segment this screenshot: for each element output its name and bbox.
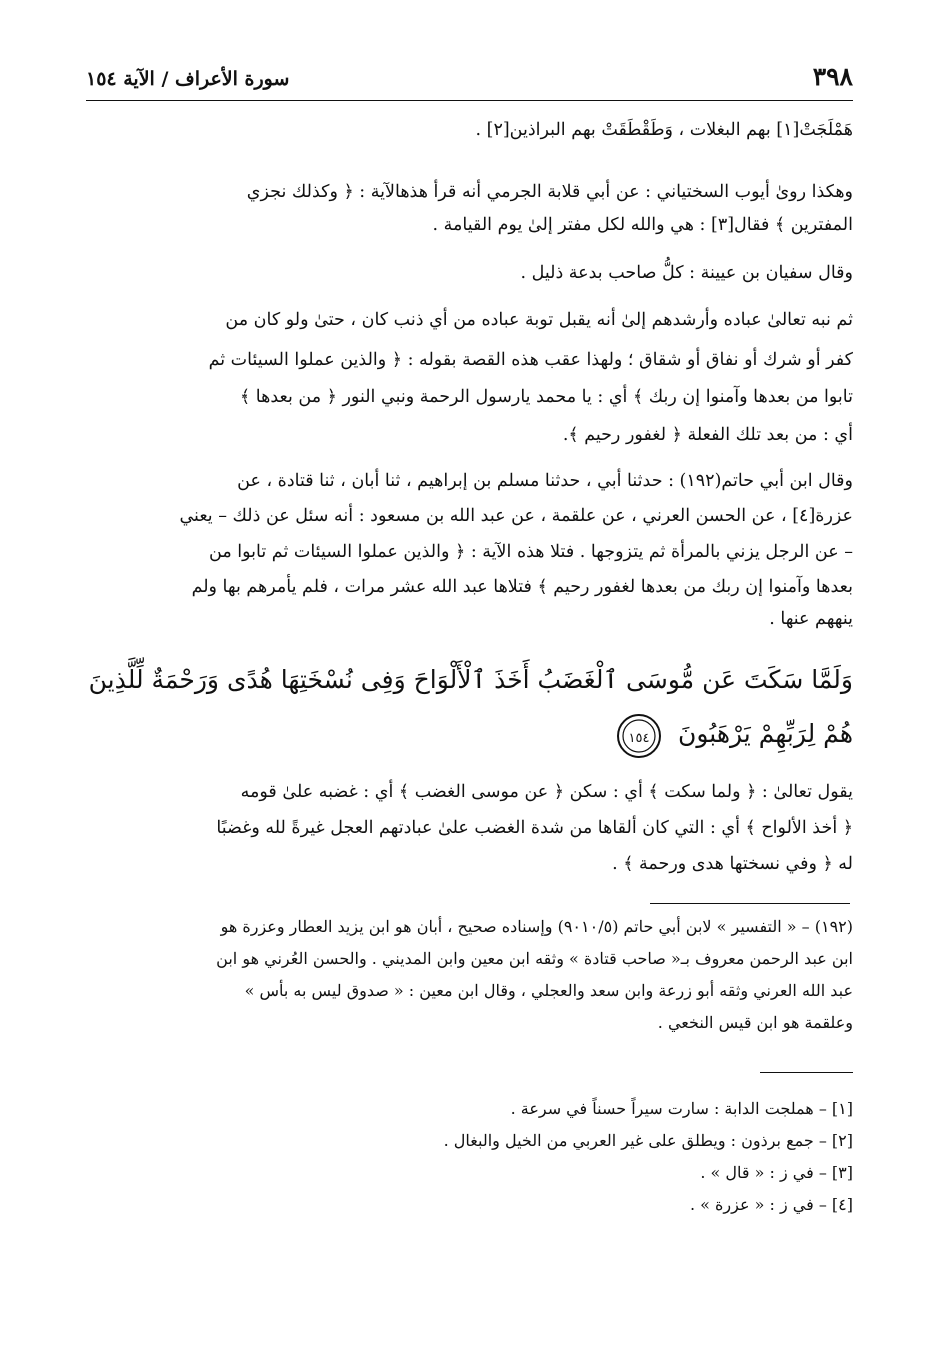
page-header — [86, 60, 853, 101]
body-line: وقال ابن أبي حاتم(١٩٢) : حدثنا أبي ، حدثنا مسلم بن إبراهيم ، ثنا أبان ، ثنا قتادة ، عن — [237, 471, 853, 491]
body-line: المفترين ﴾ فقال[٣] : هي والله لكل مفتر إلىٰ يوم القيامة . — [432, 215, 853, 235]
hadith-note-line: عبد الله العرني وثقه أبو زرعة وابن سعد والعجلي ، وقال ابن معين : « صدوق ليس به بأس » — [244, 981, 853, 1000]
body-line: تابوا من بعدها وآمنوا إن ربك ﴾ أي : يا محمد يارسول الرحمة ونبي النور ﴿ من بعدها ﴾ — [239, 387, 853, 407]
body-line: بعدها وآمنوا إن ربك من بعدها لغفور رحيم ﴾ فتلاها عبد الله عشر مرات ، فلم يأمرهم بها ولم — [191, 577, 853, 597]
body-line: ينههم عنها . — [769, 609, 853, 629]
footnote-separator — [760, 1072, 853, 1073]
body-line: أي : من بعد تلك الفعلة ﴿ لغفور رحيم ﴾. — [562, 425, 853, 445]
ayah-number: ١٥٤ — [628, 730, 650, 746]
quran-verse-line: وَلَمَّا سَكَتَ عَن مُّوسَى ٱلْغَضَبُ أَخَذَ ٱلْأَلْوَاحَ وَفِى نُسْخَتِهَا هُدًى وَرَحْمَةٌ لِّلَّذِينَ — [88, 665, 853, 694]
note-separator — [650, 903, 850, 904]
footnote: [١] – هملجت الدابة : سارت سيراً حسناً في سرعة . — [510, 1099, 853, 1118]
hadith-note-line: ابن عبد الرحمن معروف بـ« صاحب قتادة » وثقه ابن معين وابن المديني . والحسن العُرني هو ابن — [216, 949, 853, 968]
body-line: – عن الرجل يزني بالمرأة ثم يتزوجها . فتلا هذه الآية : ﴿ والذين عملوا السيئات ثم تابوا من — [209, 542, 853, 562]
ayah-number-icon — [616, 713, 662, 759]
quran-verse-text: هُمْ لِرَبِّهِمْ يَرْهَبُونَ — [678, 719, 853, 748]
body-line: وقال سفيان بن عيينة : كلُّ صاحب بدعة ذليل . — [520, 263, 853, 283]
body-line: عزرة[٤] ، عن الحسن العرني ، عن علقمة ، عن عبد الله بن مسعود : أنه سئل عن ذلك – يعني — [179, 506, 853, 526]
footnote: [٤] – في ز : « عزرة » . — [689, 1195, 853, 1214]
body-line: وهكذا روىٰ أيوب السختياني : عن أبي قلابة الجرمي أنه قرأ هذهالآية : ﴿ وكذلك نجزي — [246, 182, 853, 202]
tafsir-line: ﴿ أخذ الألواح ﴾ أي : التي كان ألقاها من شدة الغضب علىٰ عبادتهم العجل غيرةً لله وغضبًا — [216, 818, 853, 838]
body-line: هَمْلَجَتْ[١] بهم البغلات ، وَطَقْطَقَتْ بهم البراذين[٢] . — [475, 120, 853, 140]
running-title: سورة الأعراف / الآية ١٥٤ — [86, 68, 290, 90]
body-line: ثم نبه تعالىٰ عباده وأرشدهم إلىٰ أنه يقبل توبة عباده من أي ذنب كان ، حتىٰ ولو كان من — [225, 310, 853, 330]
page-number: ٣٩٨ — [812, 62, 853, 91]
tafsir-line: يقول تعالىٰ : ﴿ ولما سكت ﴾ أي : سكن ﴿ عن موسى الغضب ﴾ أي : غضبه علىٰ قومه — [240, 782, 853, 802]
hadith-note-line: وعلقمة هو ابن قيس النخعي . — [657, 1013, 853, 1032]
footnote: [٢] – جمع برذون : ويطلق على غير العربي من الخيل والبغال . — [443, 1131, 853, 1150]
tafsir-line: له ﴿ وفي نسختها هدى ورحمة ﴾ . — [612, 854, 853, 874]
body-line: كفر أو شرك أو نفاق أو شقاق ؛ ولهذا عقب هذه القصة بقوله : ﴿ والذين عملوا السيئات ثم — [208, 350, 853, 370]
hadith-note-line: (١٩٢) – « التفسير » لابن أبي حاتم (٩٠١٠/٥) وإسناده صحيح ، أبان هو ابن يزيد العطار وعزرة هو — [220, 917, 853, 936]
quran-verse-line-end — [86, 712, 853, 759]
footnote: [٣] – في ز : « قال » . — [700, 1163, 853, 1182]
